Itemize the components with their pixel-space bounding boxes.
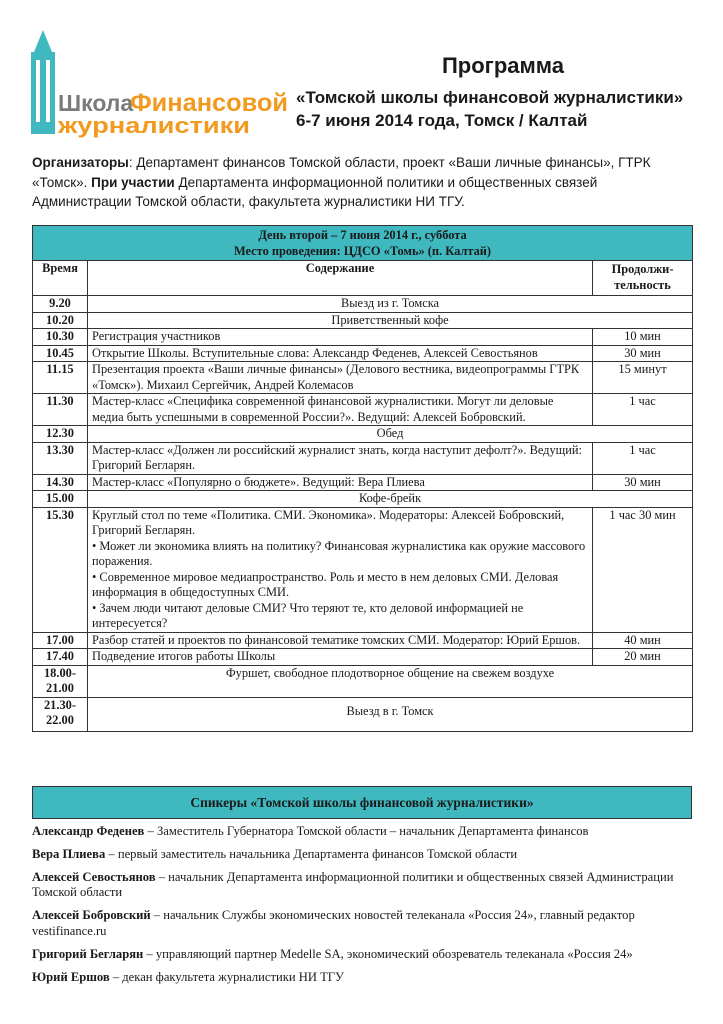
row-duration: 1 час 30 мин xyxy=(593,507,693,632)
logo-line1-gray: Школа xyxy=(58,90,134,116)
speaker-item xyxy=(32,908,696,940)
roundtable-bullet: • Современное мировое медиапространство. Роль и место в нем деловых СМИ. Деловая информация в общедоступных СМИ. xyxy=(92,569,559,599)
row-time: 17.00 xyxy=(33,632,88,649)
speaker-name: Алексей Севостьянов xyxy=(32,869,156,884)
row-duration: 20 мин xyxy=(593,649,693,666)
table-row xyxy=(33,442,693,474)
speaker-item xyxy=(32,847,696,863)
row-time: 21.30-22.00 xyxy=(33,697,88,731)
roundtable-intro: Круглый стол по теме «Политика. СМИ. Экономика». Модераторы: Алексей Бобровский, Григорий Бегларян. xyxy=(92,507,565,537)
speaker-name: Юрий Ершов xyxy=(32,969,110,984)
row-duration: 10 мин xyxy=(593,329,693,346)
table-row xyxy=(33,312,693,329)
logo-pencil-tip xyxy=(34,30,52,52)
row-duration: 15 минут xyxy=(593,362,693,394)
row-duration: 30 мин xyxy=(593,345,693,362)
row-content: Разбор статей и проектов по финансовой тематике томских СМИ. Модератор: Юрий Ершов. xyxy=(88,632,593,649)
page-subtitle: «Томской школы финансовой журналистики» xyxy=(296,88,684,107)
row-content: Презентация проекта «Ваши личные финансы» (Делового вестника, видеопрограммы ГТРК «Томск»). Михаил Сергейчик, Андрей Колемасов xyxy=(88,362,593,394)
speaker-item xyxy=(32,824,696,840)
day-title: День второй – 7 июня 2014 г., суббота xyxy=(258,228,467,242)
row-time: 13.30 xyxy=(33,442,88,474)
roundtable-bullet: • Может ли экономика влиять на политику? Финансовая журналистика как оружие массового поражения. xyxy=(92,538,586,568)
organizers-paragraph xyxy=(32,153,694,212)
table-row xyxy=(33,296,693,313)
row-content: Обед xyxy=(88,426,693,443)
table-row xyxy=(33,649,693,666)
venue-title: Место проведения: ЦДСО «Томь» (п. Калтай) xyxy=(233,244,492,258)
column-header-content: Содержание xyxy=(88,261,593,296)
speaker-desc: – начальник Департамента информационной политики и общественных связей Администрации Томской области xyxy=(32,869,674,900)
row-content: Выезд из г. Томска xyxy=(88,296,693,313)
table-row xyxy=(33,632,693,649)
participation-text: Департамента информационной политики и общественных связей Администрации Томской области, факультета журналистики НИ ТГУ. xyxy=(32,174,598,209)
row-time: 18.00-21.00 xyxy=(33,665,88,697)
schedule-banner xyxy=(33,226,693,261)
row-content: Подведение итогов работы Школы xyxy=(88,649,593,666)
logo-pencil-body xyxy=(31,52,55,134)
logo-line1-orange: Финансовой xyxy=(130,89,288,117)
row-time: 12.30 xyxy=(33,426,88,443)
table-row xyxy=(33,507,693,632)
table-row xyxy=(33,697,693,731)
row-content: Открытие Школы. Вступительные слова: Александр Феденев, Алексей Севостьянов xyxy=(88,345,593,362)
row-content-roundtable xyxy=(88,507,593,632)
organizers-label: Организаторы xyxy=(32,155,129,170)
speaker-name: Александр Феденев xyxy=(32,824,145,838)
row-time: 11.15 xyxy=(33,362,88,394)
row-content: Выезд в г. Томск xyxy=(88,697,693,731)
speakers-list xyxy=(32,824,696,992)
row-time: 11.30 xyxy=(33,394,88,426)
row-content: Фуршет, свободное плодотворное общение на свежем воздухе xyxy=(88,665,693,697)
table-row xyxy=(33,426,693,443)
page-date-place: 6-7 июня 2014 года, Томск / Калтай xyxy=(296,111,588,130)
column-header-time: Время xyxy=(33,261,88,296)
roundtable-bullet: • Зачем люди читают деловые СМИ? Что теряют те, кто деловой информацией не интересуется? xyxy=(92,600,524,630)
row-content: Регистрация участников xyxy=(88,329,593,346)
schedule-header-row xyxy=(33,261,693,296)
title-block xyxy=(296,52,710,132)
row-content: Приветственный кофе xyxy=(88,312,693,329)
speaker-desc: – первый заместитель начальника Департамента финансов Томской области xyxy=(105,846,518,861)
table-row xyxy=(33,362,693,394)
row-content: Мастер-класс «Специфика современной финансовой журналистики. Могут ли деловые медиа быть успешными в современной России?». Ведущий: Алексей Бобровский. xyxy=(88,394,593,426)
row-content: Мастер-класс «Популярно о бюджете». Ведущий: Вера Плиева xyxy=(88,474,593,491)
row-duration: 30 мин xyxy=(593,474,693,491)
row-duration: 40 мин xyxy=(593,632,693,649)
logo-line2: журналистики xyxy=(56,113,250,138)
row-time: 10.20 xyxy=(33,312,88,329)
row-time: 17.40 xyxy=(33,649,88,666)
table-row xyxy=(33,474,693,491)
speaker-name: Алексей Бобровский xyxy=(32,908,151,923)
schedule-table xyxy=(32,225,693,732)
table-row xyxy=(33,329,693,346)
row-time: 14.30 xyxy=(33,474,88,491)
speaker-item xyxy=(32,870,696,902)
row-time: 15.00 xyxy=(33,491,88,508)
row-time: 10.30 xyxy=(33,329,88,346)
speakers-banner: Спикеры «Томской школы финансовой журналистики» xyxy=(32,786,692,819)
row-content: Мастер-класс «Должен ли российский журналист знать, когда наступит дефолт?». Ведущий: Григорий Бегларян. xyxy=(88,442,593,474)
speaker-desc: – декан факультета журналистики НИ ТГУ xyxy=(109,969,344,984)
row-duration: 1 час xyxy=(593,394,693,426)
speaker-name: Вера Плиева xyxy=(32,846,106,861)
row-time: 10.45 xyxy=(33,345,88,362)
participation-label: При участии xyxy=(91,174,175,190)
school-logo xyxy=(28,30,290,138)
speaker-desc: – управляющий партнер Medelle SA, экономический обозреватель телеканала «Россия 24» xyxy=(143,946,633,961)
page-title: Программа xyxy=(441,53,565,78)
speaker-item xyxy=(32,947,696,963)
row-content: Кофе-брейк xyxy=(88,491,693,508)
row-duration: 1 час xyxy=(593,442,693,474)
table-row xyxy=(33,345,693,362)
table-row xyxy=(33,394,693,426)
speaker-name: Григорий Бегларян xyxy=(32,946,144,961)
speaker-item xyxy=(32,970,696,986)
table-row xyxy=(33,665,693,697)
row-time: 15.30 xyxy=(33,507,88,632)
column-header-duration: Продолжи-тельность xyxy=(593,261,693,296)
row-time: 9.20 xyxy=(33,296,88,313)
speaker-desc: – Заместитель Губернатора Томской области – начальник Департамента финансов xyxy=(144,824,589,838)
table-row xyxy=(33,491,693,508)
speaker-desc: – начальник Службы экономических новостей телеканала «Россия 24», главный редактор vestifinance.ru xyxy=(32,908,635,938)
organizers-text: : Департамент финансов Томской области, проект «Ваши личные финансы», ГТРК «Томск». xyxy=(32,155,651,190)
schedule-banner-row xyxy=(33,226,693,261)
